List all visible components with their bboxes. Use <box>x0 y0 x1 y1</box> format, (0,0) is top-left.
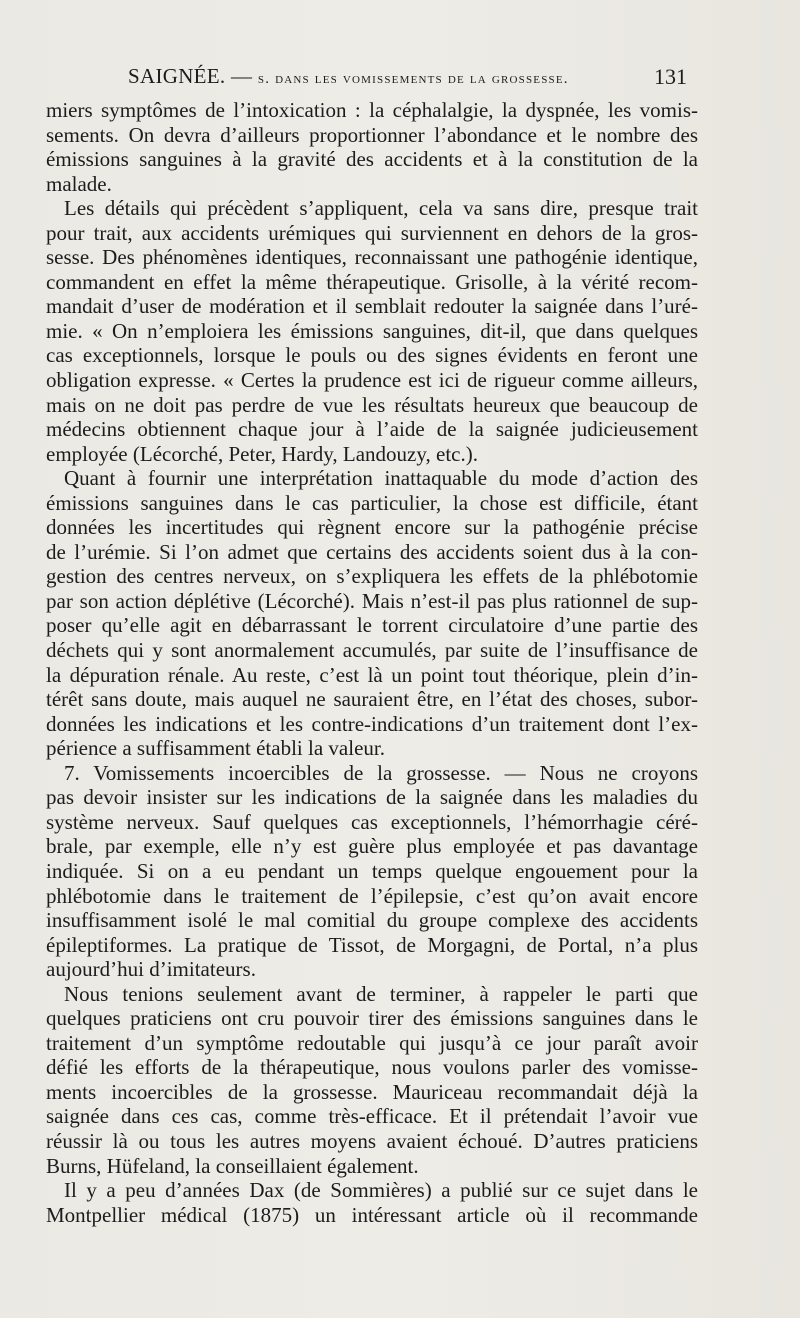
text-line: Quant à fournir une interprétation inattaquable du mode d’action des <box>64 466 698 491</box>
body-text <box>46 98 698 1227</box>
text-line: épileptiformes. La pratique de Tissot, de Morgagni, de Portal, n’a plus <box>46 932 698 957</box>
text-line: quelques praticiens ont cru pouvoir tirer des émissions sanguines dans le <box>46 1006 698 1031</box>
text-line: émissions sanguines à la gravité des accidents et à la constitution de la <box>46 147 698 172</box>
running-header <box>0 64 800 98</box>
text-line: employée (Lécorché, Peter, Hardy, Landouzy, etc.). <box>46 441 478 466</box>
text-line: indiquée. Si on a eu pendant un temps quelque engouement pour la <box>46 858 698 883</box>
text-line: térêt sans doute, mais auquel ne sauraient être, en l’état des choses, subor- <box>46 687 698 712</box>
text-line: aujourd’hui d’imitateurs. <box>46 957 256 982</box>
text-line: Nous tenions seulement avant de terminer, à rappeler le parti que <box>64 981 698 1006</box>
text-line: obligation expresse. « Certes la prudence est ici de rigueur comme ailleurs, <box>46 368 698 393</box>
text-line: Il y a peu d’années Dax (de Sommières) a publié sur ce sujet dans le <box>64 1178 698 1203</box>
text-line: insuffisamment isolé le mal comitial du groupe complexe des accidents <box>46 908 698 933</box>
text-line: déchets qui y sont anormalement accumulés, par suite de l’insuffisance de <box>46 638 698 663</box>
text-line: traitement d’un symptôme redoutable qui jusqu’à ce jour paraît avoir <box>46 1030 698 1055</box>
text-line: la dépuration rénale. Au reste, c’est là un point tout théorique, plein d’in- <box>46 662 698 687</box>
text-line: cas exceptionnels, lorsque le pouls ou des signes évidents en feront une <box>46 343 698 368</box>
page-number: 131 <box>654 64 687 89</box>
text-line: phlébotomie dans le traitement de l’épilepsie, c’est qu’on avait encore <box>46 883 698 908</box>
text-line: mie. « On n’emploiera les émissions sanguines, dit-il, que dans quelques <box>46 318 698 343</box>
text-line: saignée dans ces cas, comme très-efficace. Et il prétendait l’avoir vue <box>46 1104 698 1129</box>
text-line: malade. <box>46 171 112 196</box>
text-line: 7. Vomissements incoercibles de la grossesse. — Nous ne croyons <box>64 760 698 785</box>
text-line: Burns, Hüfeland, la conseillaient également. <box>46 1153 419 1178</box>
text-line: commandent en effet la même thérapeutique. Grisolle, à la vérité recom- <box>46 269 698 294</box>
text-line: données les incertitudes qui règnent encore sur la pathogénie précise <box>46 515 698 540</box>
text-line: sements. On devra d’ailleurs proportionner l’abondance et le nombre des <box>46 122 698 147</box>
text-line: gestion des centres nerveux, on s’expliquera les effets de la phlébotomie <box>46 564 698 589</box>
chapter-title: SAIGNÉE. — <box>128 64 258 88</box>
text-line: réussir là ou tous les autres moyens avaient échoué. D’autres praticiens <box>46 1128 698 1153</box>
text-line: mandait d’user de modération et il semblait redouter la saignée dans l’uré- <box>46 294 698 319</box>
text-line: émissions sanguines dans le cas particulier, la chose est difficile, étant <box>46 490 698 515</box>
text-line: système nerveux. Sauf quelques cas exceptionnels, l’hémorrhagie céré- <box>46 809 698 834</box>
text-line: données les indications et les contre-indications d’un traitement dont l’ex- <box>46 711 698 736</box>
text-line: Montpellier médical (1875) un intéressant article où il recommande <box>46 1202 698 1227</box>
text-line: sesse. Des phénomènes identiques, reconnaissant une pathogénie identique, <box>46 245 698 270</box>
text-line: mais on ne doit pas perdre de vue les résultats heureux que beaucoup de <box>46 392 698 417</box>
text-line: pas devoir insister sur les indications de la saignée dans les maladies du <box>46 785 698 810</box>
text-line: de l’urémie. Si l’on admet que certains des accidents soient dus à la con- <box>46 539 698 564</box>
text-line: médecins obtiennent chaque jour à l’aide de la saignée judicieusement <box>46 417 698 442</box>
text-line: Les détails qui précèdent s’appliquent, cela va sans dire, presque trait <box>64 196 698 221</box>
running-title <box>128 64 569 89</box>
section-subtitle: s. dans les vomissements de la grossesse. <box>257 71 569 87</box>
text-line: ments incoercibles de la grossesse. Mauriceau recommandait déjà la <box>46 1079 698 1104</box>
text-line: pour trait, aux accidents urémiques qui surviennent en dehors de la gros- <box>46 220 698 245</box>
text-line: brale, par exemple, elle n’y est guère plus employée et pas davantage <box>46 834 698 859</box>
text-line: par son action déplétive (Lécorché). Mais n’est-il pas plus rationnel de sup- <box>46 588 698 613</box>
text-line: périence a suffisamment établi la valeur. <box>46 736 385 761</box>
text-line: poser qu’elle agit en débarrassant le torrent circulatoire d’une partie des <box>46 613 698 638</box>
text-line: défié les efforts de la thérapeutique, nous voulons parler des vomisse- <box>46 1055 698 1080</box>
text-line: miers symptômes de l’intoxication : la céphalalgie, la dyspnée, les vomis- <box>46 98 698 122</box>
